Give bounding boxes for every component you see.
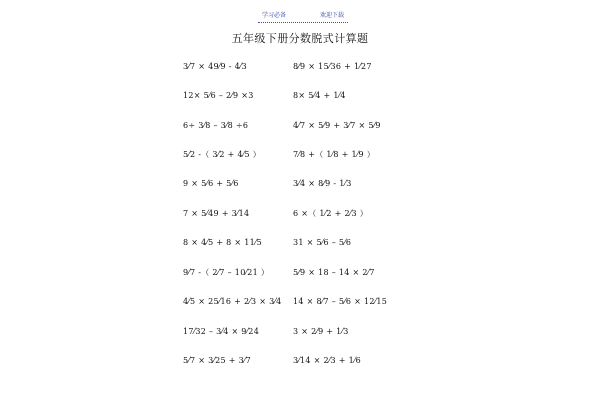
problem-row-5 (0, 177, 600, 191)
problem-row-6 (0, 207, 600, 221)
problem-left-10: 17⁄32 – 3⁄4 × 9⁄24 (183, 327, 260, 336)
problem-left-5: 9 × 5⁄6 + 5⁄6 (183, 179, 239, 188)
problem-left-11: 5⁄7 × 3⁄25 + 3⁄7 (183, 356, 252, 365)
problem-right-11: 3⁄14 × 2⁄3 + 1⁄6 (293, 356, 362, 365)
problem-right-6: 6 ×（ 1⁄2 + 2⁄3 ） (293, 209, 369, 218)
problem-row-9 (0, 295, 600, 309)
problem-left-6: 7 × 5⁄49 + 3⁄14 (183, 209, 250, 218)
problem-row-7 (0, 236, 600, 250)
problem-row-1 (0, 60, 600, 74)
problem-left-3: 6÷ 3⁄8 – 3⁄8 ÷6 (183, 121, 249, 130)
problem-right-5: 3⁄4 × 8⁄9 - 1⁄3 (293, 179, 352, 188)
page-title: 五年级下册分数脱式计算题 (231, 32, 369, 45)
header-left-text: 学习必备 (262, 12, 287, 19)
problem-right-7: 31 × 5⁄6 – 5⁄6 (293, 238, 352, 247)
problem-right-8: 5⁄9 × 18 – 14 × 2⁄7 (293, 268, 375, 277)
problem-row-10 (0, 325, 600, 339)
problem-row-3 (0, 119, 600, 133)
problem-right-1: 8⁄9 × 15⁄36 + 1⁄27 (293, 62, 372, 71)
problem-left-2: 12× 5⁄6 – 2⁄9 ×3 (183, 91, 254, 100)
problem-left-9: 4⁄5 × 25⁄16 + 2⁄3 × 3⁄4 (183, 297, 282, 306)
problem-left-7: 8 × 4⁄5 + 8 × 11⁄5 (183, 238, 263, 247)
problem-left-8: 9⁄7 -（ 2⁄7 – 10⁄21 ） (183, 268, 270, 277)
problem-left-1: 3⁄7 × 49⁄9 - 4⁄3 (183, 62, 248, 71)
problem-right-3: 4⁄7 × 5⁄9 + 3⁄7 × 5⁄9 (293, 121, 381, 130)
problem-right-9: 14 × 8⁄7 – 5⁄6 × 12⁄15 (293, 297, 388, 306)
problem-right-10: 3 × 2⁄9 + 1⁄3 (293, 327, 349, 336)
header-right-text: 欢迎下载 (319, 12, 344, 19)
problem-row-8 (0, 266, 600, 280)
problem-right-4: 7⁄8 +（ 1⁄8 + 1⁄9 ） (293, 150, 376, 159)
problem-row-11 (0, 354, 600, 368)
page-header (258, 10, 348, 23)
problem-left-4: 5⁄2 -（ 3⁄2 + 4⁄5 ） (183, 150, 262, 159)
problem-row-2 (0, 89, 600, 103)
problem-row-4 (0, 148, 600, 162)
problem-right-2: 8× 5⁄4 + 1⁄4 (293, 91, 346, 100)
